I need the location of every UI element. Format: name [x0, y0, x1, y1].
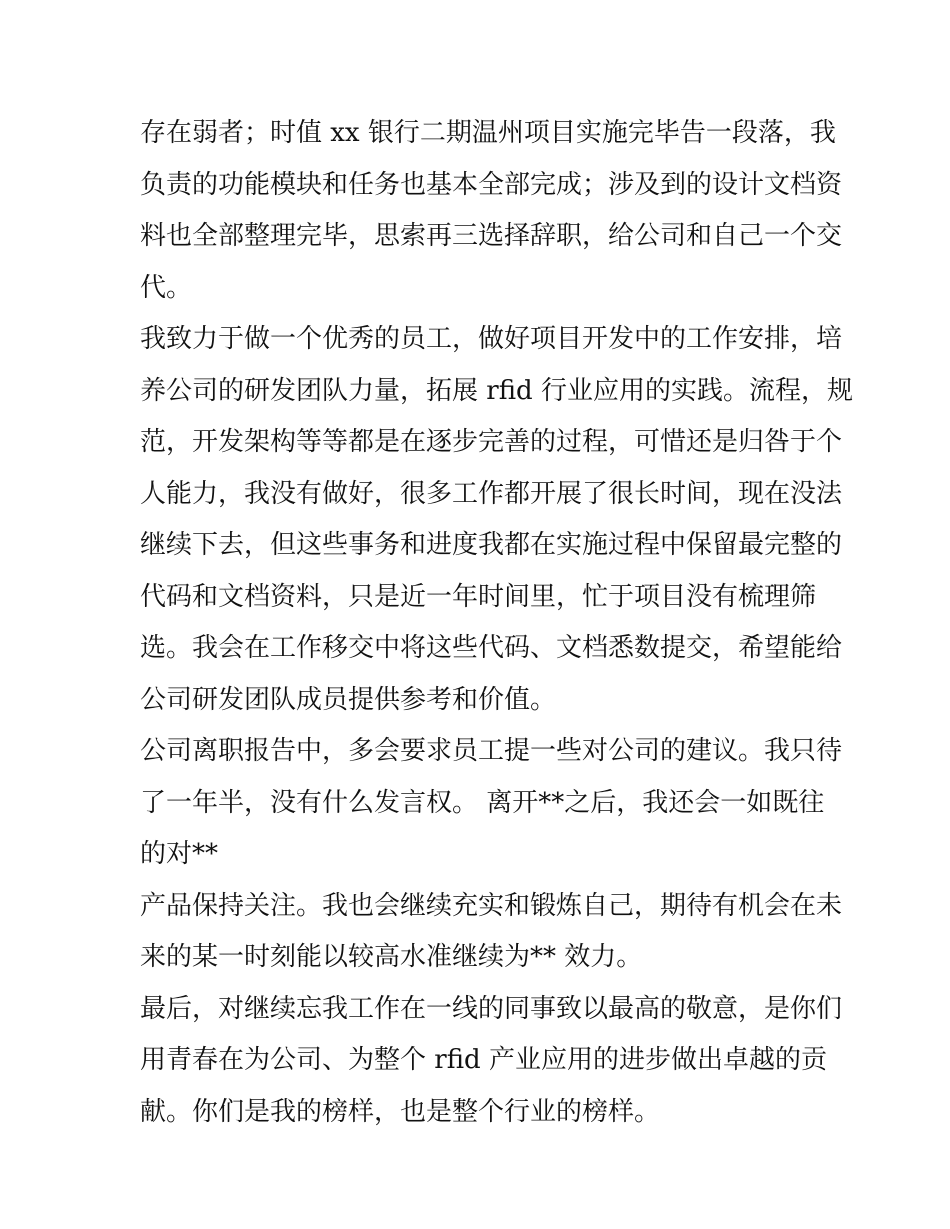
- text-line: 代。: [140, 272, 193, 303]
- text-line: 我致力于做一个优秀的员工，做好项目开发中的工作安排，培: [140, 324, 843, 354]
- text-line: 负责的功能模块和任务也基本全部完成；涉及到的设计文档资: [140, 169, 843, 200]
- text-line: 养公司的研发团队力量，拓展 rfid 行业应用的实践。流程，规: [140, 375, 853, 406]
- text-line: 来的某一时刻能以较高水准继续为** 效力。: [140, 942, 643, 972]
- text-line: 存在弱者；时值 xx 银行二期温州项目实施完毕告一段落，我: [140, 118, 836, 148]
- text-line: 人能力，我没有做好，很多工作都开展了很长时间，现在没法: [140, 478, 843, 509]
- text-line: 范，开发架构等等都是在逐步完善的过程，可惜还是归咎于个: [140, 427, 843, 457]
- text-line: 用青春在为公司、为整个 rfid 产业应用的进步做出卓越的贡: [140, 1045, 827, 1075]
- text-line: 献。你们是我的榜样，也是整个行业的榜样。: [140, 1096, 661, 1127]
- text-line: 最后，对继续忘我工作在一线的同事致以最高的敬意，是你们: [140, 993, 843, 1024]
- text-line: 的对**: [140, 839, 219, 869]
- text-line: 代码和文档资料，只是近一年时间里，忙于项目没有梳理筛: [140, 581, 817, 612]
- text-line: 继续下去，但这些事务和进度我都在实施过程中保留最完整的: [140, 530, 843, 560]
- text-line: 公司离职报告中，多会要求员工提一些对公司的建议。我只待: [140, 736, 843, 766]
- text-line: 了一年半，没有什么发言权。 离开**之后，我还会一如既往: [140, 787, 825, 818]
- document-body: [140, 108, 853, 1138]
- text-line: 料也全部整理完毕，思索再三选择辞职，给公司和自己一个交: [140, 221, 843, 251]
- text-line: 选。我会在工作移交中将这些代码、文档悉数提交，希望能给: [140, 633, 843, 663]
- text-line: 公司研发团队成员提供参考和价值。: [140, 684, 557, 715]
- text-line: 产品保持关注。我也会继续充实和锻炼自己，期待有机会在未: [140, 890, 843, 921]
